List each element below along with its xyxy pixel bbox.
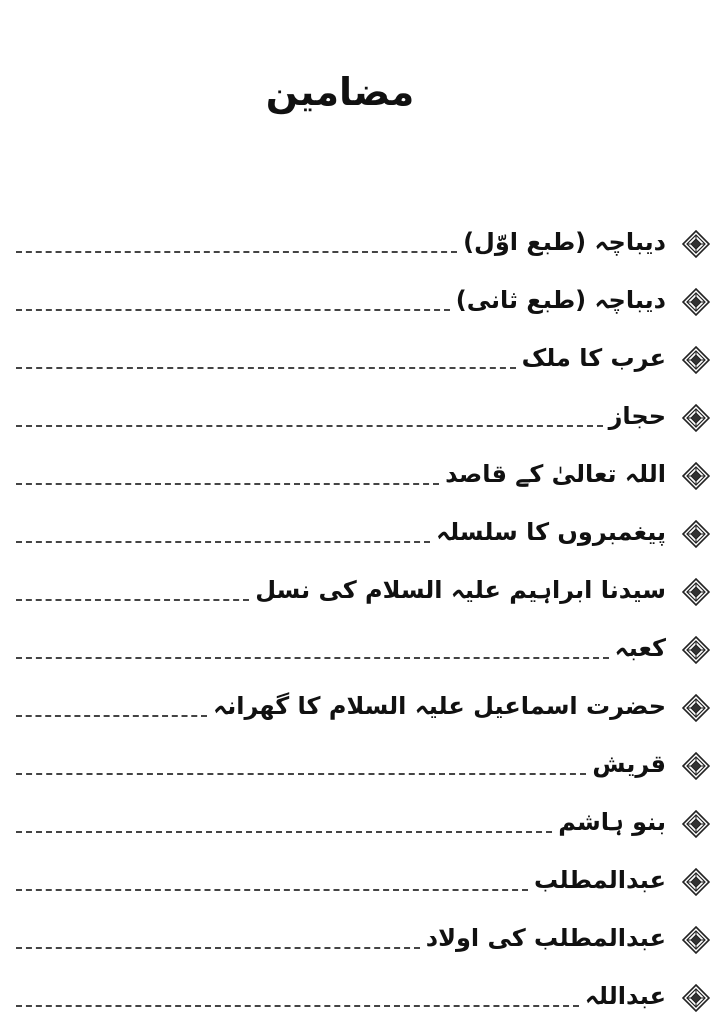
- toc-entry-line: [16, 221, 666, 263]
- toc-entry-line: [16, 685, 666, 727]
- toc-entry[interactable]: [16, 447, 710, 505]
- toc-entry[interactable]: [16, 679, 710, 737]
- toc-entry-line: [16, 395, 666, 437]
- dotted-leader: [16, 425, 603, 427]
- dotted-leader: [16, 309, 450, 311]
- diamond-bullet-icon: [682, 926, 710, 954]
- diamond-bullet-icon: [682, 346, 710, 374]
- dotted-leader: [16, 831, 552, 833]
- toc-entry-line: [16, 453, 666, 495]
- toc-entry-line: [16, 975, 666, 1017]
- dotted-leader: [16, 1005, 579, 1007]
- diamond-bullet-icon: [682, 520, 710, 548]
- toc-entry-line: [16, 859, 666, 901]
- dotted-leader: [16, 367, 516, 369]
- toc-entry-label: عبداللہ: [584, 982, 666, 1010]
- toc-entry-line: [16, 569, 666, 611]
- diamond-bullet-icon: [682, 752, 710, 780]
- toc-entry[interactable]: [16, 737, 710, 795]
- diamond-bullet-icon: [682, 288, 710, 316]
- toc-entry-line: [16, 279, 666, 321]
- diamond-bullet-icon: [682, 230, 710, 258]
- toc-entry-label: عبدالمطلب کی اولاد: [425, 924, 666, 952]
- toc-entry[interactable]: [16, 621, 710, 679]
- dotted-leader: [16, 599, 249, 601]
- toc-entry-line: [16, 627, 666, 669]
- toc-entry-label: اللہ تعالیٰ کے قاصد: [445, 460, 666, 488]
- diamond-bullet-icon: [682, 810, 710, 838]
- dotted-leader: [16, 773, 586, 775]
- diamond-bullet-icon: [682, 868, 710, 896]
- dotted-leader: [16, 715, 207, 717]
- diamond-bullet-icon: [682, 462, 710, 490]
- toc-entry[interactable]: [16, 969, 710, 1027]
- dotted-leader: [16, 541, 430, 543]
- toc-entry[interactable]: [16, 795, 710, 853]
- toc-entry[interactable]: [16, 853, 710, 911]
- diamond-bullet-icon: [682, 636, 710, 664]
- dotted-leader: [16, 483, 439, 485]
- toc-entry-label: سیدنا ابراہیم علیہ السلام کی نسل: [255, 576, 666, 604]
- dotted-leader: [16, 251, 457, 253]
- toc-entry-label: عبدالمطلب: [534, 866, 666, 894]
- toc-entry[interactable]: [16, 331, 710, 389]
- toc-entry-label: کعبہ: [614, 634, 666, 662]
- toc-entry[interactable]: [16, 911, 710, 969]
- toc-entry-label: حجاز: [608, 402, 666, 430]
- toc-entry-label: دیباچہ (طبع اوّل): [463, 228, 666, 256]
- toc-entry-line: [16, 917, 666, 959]
- toc-entry-line: [16, 337, 666, 379]
- toc-entry-label: پیغمبروں کا سلسلہ: [436, 518, 666, 546]
- toc-entry-label: دیباچہ (طبع ثانی): [455, 286, 666, 314]
- toc-entry-label: حضرت اسماعیل علیہ السلام کا گھرانہ: [213, 692, 666, 720]
- toc-entry[interactable]: [16, 389, 710, 447]
- toc-entry-label: بنو ہاشم: [558, 808, 666, 836]
- toc-entry[interactable]: [16, 215, 710, 273]
- page-title: مضامین: [265, 70, 415, 114]
- diamond-bullet-icon: [682, 984, 710, 1012]
- dotted-leader: [16, 947, 420, 949]
- toc-entry[interactable]: [16, 505, 710, 563]
- diamond-bullet-icon: [682, 404, 710, 432]
- toc-entry-line: [16, 801, 666, 843]
- toc-entry[interactable]: [16, 563, 710, 621]
- dotted-leader: [16, 657, 609, 659]
- diamond-bullet-icon: [682, 694, 710, 722]
- toc-entry-line: [16, 511, 666, 553]
- toc-entry-label: عرب کا ملک: [521, 344, 666, 372]
- toc-entry[interactable]: [16, 273, 710, 331]
- table-of-contents: [16, 215, 710, 1027]
- toc-entry-label: قریش: [592, 750, 666, 778]
- toc-entry-line: [16, 743, 666, 785]
- diamond-bullet-icon: [682, 578, 710, 606]
- dotted-leader: [16, 889, 528, 891]
